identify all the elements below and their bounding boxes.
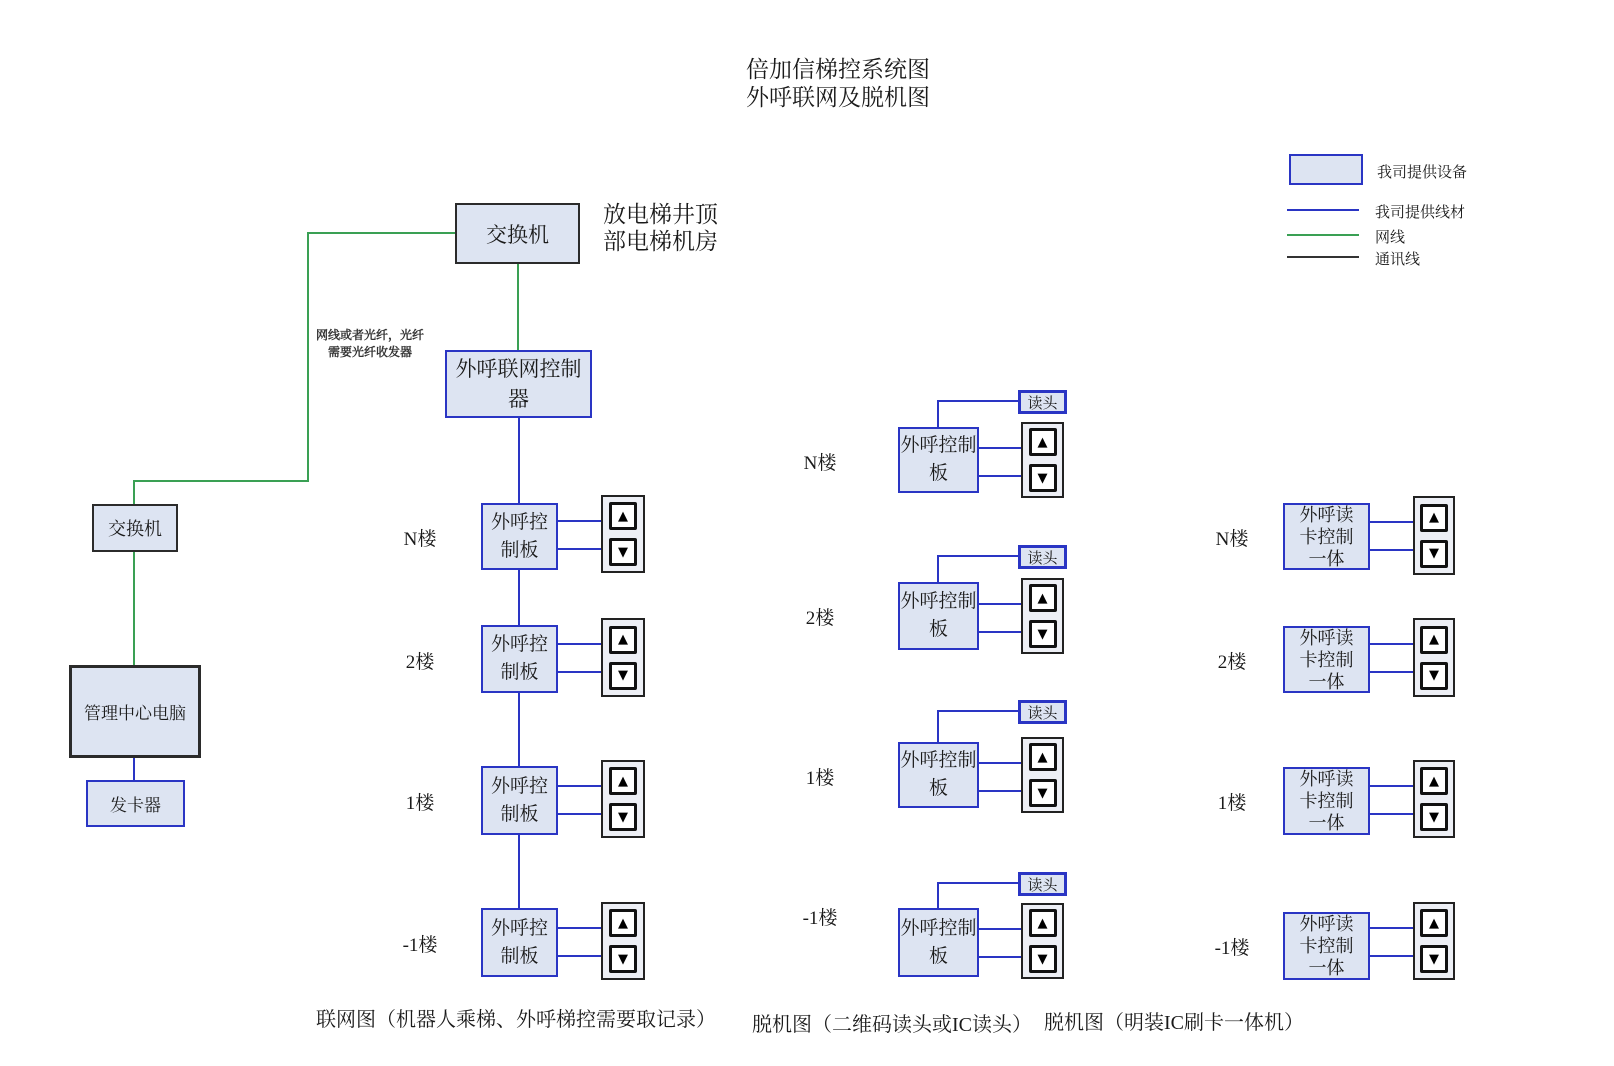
down-button <box>1029 779 1057 807</box>
up-button <box>609 626 637 654</box>
call-control-board: 外呼控制板 <box>898 427 979 493</box>
fiber-cable-note-line1: 网线或者光纤，光纤 <box>315 328 424 342</box>
down-arrow-icon: ▼ <box>618 809 628 825</box>
card-issuer-box: 发卡器 <box>86 780 185 827</box>
left-switch-box: 交换机 <box>92 504 178 552</box>
down-button <box>609 662 637 690</box>
fiber-cable-note <box>303 327 437 361</box>
down-arrow-icon: ▼ <box>1037 470 1048 486</box>
floor-label: 1楼 <box>805 768 835 789</box>
outcall-network-controller-box: 外呼联网控制器 <box>445 350 592 418</box>
down-button <box>609 538 637 566</box>
call-control-board: 外呼控制板 <box>898 582 979 650</box>
up-button <box>609 909 637 937</box>
down-button <box>1029 620 1057 648</box>
up-arrow-icon: ▲ <box>618 915 628 931</box>
call-control-board: 外呼控制板 <box>481 503 558 570</box>
legend-device-swatch <box>1289 154 1363 185</box>
machine-room-note: 放电梯井顶部电梯机房 <box>603 202 718 254</box>
floor-label: 2楼 <box>805 608 835 629</box>
call-button-panel <box>1413 496 1455 575</box>
call-button-panel <box>601 760 645 838</box>
wire-line <box>938 556 1018 582</box>
down-arrow-icon: ▼ <box>1037 785 1048 801</box>
up-button <box>1420 504 1448 532</box>
down-arrow-icon: ▼ <box>618 951 628 967</box>
floor-label: 2楼 <box>1217 652 1247 673</box>
call-control-board: 外呼控制板 <box>898 908 979 977</box>
reader-box: 读头 <box>1018 545 1067 569</box>
allinone-card-board: 外呼读卡控制一体 <box>1283 912 1370 980</box>
allinone-card-board: 外呼读卡控制一体 <box>1283 767 1370 835</box>
offline-allinone-caption: 脱机图（明装IC刷卡一体机） <box>1044 1012 1304 1034</box>
call-button-panel <box>1021 422 1064 498</box>
legend-comm-cable-line <box>1287 256 1359 258</box>
floor-label: N楼 <box>1215 529 1249 550</box>
up-arrow-icon: ▲ <box>1429 510 1439 525</box>
down-button <box>1029 464 1057 492</box>
legend-wire-label: 我司提供线材 <box>1375 205 1466 221</box>
up-arrow-icon: ▲ <box>1429 632 1439 647</box>
up-arrow-icon: ▲ <box>1037 590 1048 606</box>
call-button-panel <box>1021 903 1064 979</box>
up-button <box>1029 428 1057 456</box>
up-arrow-icon: ▲ <box>1037 915 1048 931</box>
allinone-card-board: 外呼读卡控制一体 <box>1283 626 1370 693</box>
up-button <box>609 767 637 795</box>
floor-label: 2楼 <box>405 652 435 673</box>
up-arrow-icon: ▲ <box>618 632 628 647</box>
call-button-panel <box>1413 902 1455 980</box>
down-arrow-icon: ▼ <box>1037 951 1048 967</box>
legend-network-cable-label: 网线 <box>1375 230 1406 246</box>
call-button-panel <box>1021 578 1064 654</box>
up-button <box>1029 743 1057 771</box>
title-line1: 倍加信梯控系统图 <box>746 57 930 82</box>
down-button <box>609 945 637 973</box>
allinone-card-board: 外呼读卡控制一体 <box>1283 503 1370 570</box>
reader-box: 读头 <box>1018 700 1067 724</box>
down-arrow-icon: ▼ <box>618 668 628 683</box>
down-button <box>609 803 637 831</box>
down-arrow-icon: ▼ <box>1429 951 1439 967</box>
reader-box: 读头 <box>1018 872 1067 896</box>
floor-label: -1楼 <box>402 935 438 956</box>
legend-network-cable-line <box>1287 234 1359 236</box>
network-cable-line <box>134 233 455 504</box>
call-control-board: 外呼控制板 <box>898 742 979 808</box>
fiber-cable-note-line2: 需要光纤收发器 <box>327 345 412 359</box>
up-button <box>1420 767 1448 795</box>
reader-box: 读头 <box>1018 390 1067 414</box>
down-arrow-icon: ▼ <box>1429 809 1439 825</box>
up-button <box>1029 909 1057 937</box>
call-button-panel <box>601 495 645 573</box>
up-arrow-icon: ▲ <box>1037 434 1048 450</box>
up-button <box>1420 909 1448 937</box>
down-button <box>1420 803 1448 831</box>
up-arrow-icon: ▲ <box>618 773 628 789</box>
wire-line <box>938 401 1018 427</box>
title-line2: 外呼联网及脱机图 <box>746 85 930 110</box>
call-control-board: 外呼控制板 <box>481 908 558 977</box>
up-button <box>609 502 637 530</box>
up-button <box>1029 584 1057 612</box>
call-button-panel <box>1021 737 1064 813</box>
floor-label: 1楼 <box>405 793 435 814</box>
call-button-panel <box>1413 618 1455 697</box>
top-switch-box: 交换机 <box>455 203 580 264</box>
down-arrow-icon: ▼ <box>1429 668 1439 683</box>
legend-comm-cable-label: 通讯线 <box>1375 252 1421 268</box>
up-arrow-icon: ▲ <box>1429 915 1439 931</box>
down-arrow-icon: ▼ <box>618 544 628 560</box>
up-arrow-icon: ▲ <box>618 508 628 524</box>
floor-label: -1楼 <box>802 908 838 929</box>
page-title <box>593 56 1083 112</box>
call-control-board: 外呼控制板 <box>481 625 558 693</box>
floor-label: 1楼 <box>1217 793 1247 814</box>
down-button <box>1420 540 1448 568</box>
offline-reader-caption: 脱机图（二维码读头或IC读头） <box>752 1014 1032 1036</box>
floor-label: N楼 <box>803 453 837 474</box>
call-button-panel <box>601 902 645 980</box>
legend-wire-line <box>1287 209 1359 211</box>
floor-label: -1楼 <box>1214 938 1250 959</box>
call-control-board: 外呼控制板 <box>481 766 558 835</box>
networked-diagram-caption: 联网图（机器人乘梯、外呼梯控需要取记录） <box>316 1009 716 1031</box>
down-button <box>1420 662 1448 690</box>
call-button-panel <box>1413 760 1455 838</box>
down-button <box>1420 945 1448 973</box>
wire-line <box>938 711 1018 742</box>
up-arrow-icon: ▲ <box>1429 773 1439 789</box>
legend-device-label: 我司提供设备 <box>1377 165 1468 181</box>
management-pc-box: 管理中心电脑 <box>69 665 201 758</box>
down-arrow-icon: ▼ <box>1037 626 1048 642</box>
wire-line <box>938 883 1018 908</box>
down-button <box>1029 945 1057 973</box>
call-button-panel <box>601 618 645 697</box>
up-arrow-icon: ▲ <box>1037 749 1048 765</box>
up-button <box>1420 626 1448 654</box>
down-arrow-icon: ▼ <box>1429 546 1439 561</box>
floor-label: N楼 <box>403 529 437 550</box>
